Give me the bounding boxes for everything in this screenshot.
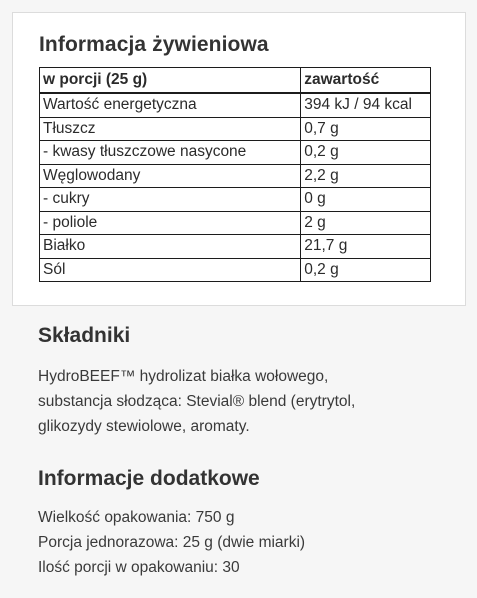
additional-info-line: Porcja jednorazowa: 25 g (dwie miarki) bbox=[38, 534, 306, 551]
table-row bbox=[40, 188, 431, 212]
ingredients-text bbox=[38, 364, 355, 439]
nutrient-name: Sól bbox=[40, 258, 301, 282]
table-row bbox=[40, 211, 431, 235]
nutrient-name: Węglowodany bbox=[40, 164, 301, 188]
nutrient-value: 0,2 g bbox=[301, 141, 431, 165]
nutrient-value: 2,2 g bbox=[301, 164, 431, 188]
nutrient-name: - kwasy tłuszczowe nasycone bbox=[40, 141, 301, 165]
nutrient-name: Białko bbox=[40, 235, 301, 259]
nutrition-table bbox=[39, 67, 431, 282]
additional-info-line: Wielkość opakowania: 750 g bbox=[38, 509, 235, 526]
table-row bbox=[40, 258, 431, 282]
nutrient-name: - poliole bbox=[40, 211, 301, 235]
nutrition-panel bbox=[12, 12, 466, 306]
ingredients-line: glikozydy stewiolowe, aromaty. bbox=[38, 418, 250, 435]
nutrient-value: 0 g bbox=[301, 188, 431, 212]
ingredients-title: Składniki bbox=[38, 324, 131, 347]
nutrient-value: 2 g bbox=[301, 211, 431, 235]
table-header-row bbox=[40, 68, 431, 94]
table-row bbox=[40, 117, 431, 141]
nutrient-value: 394 kJ / 94 kcal bbox=[301, 93, 431, 117]
table-row bbox=[40, 164, 431, 188]
nutrient-name: Wartość energetyczna bbox=[40, 93, 301, 117]
ingredients-line: substancja słodząca: Stevial® blend (erytrytol, bbox=[38, 393, 356, 410]
nutrient-value: 0,2 g bbox=[301, 258, 431, 282]
table-row bbox=[40, 141, 431, 165]
header-portion: w porcji (25 g) bbox=[40, 68, 301, 94]
nutrient-value: 0,7 g bbox=[301, 117, 431, 141]
additional-info-title: Informacje dodatkowe bbox=[38, 467, 260, 490]
additional-info-text bbox=[38, 505, 305, 580]
ingredients-line: HydroBEEF™ hydrolizat białka wołowego, bbox=[38, 368, 329, 385]
nutrition-title: Informacja żywieniowa bbox=[39, 33, 269, 56]
nutrient-name: - cukry bbox=[40, 188, 301, 212]
additional-info-line: Ilość porcji w opakowaniu: 30 bbox=[38, 559, 240, 576]
nutrient-value: 21,7 g bbox=[301, 235, 431, 259]
table-row bbox=[40, 235, 431, 259]
nutrient-name: Tłuszcz bbox=[40, 117, 301, 141]
table-row bbox=[40, 93, 431, 117]
header-content: zawartość bbox=[301, 68, 431, 94]
